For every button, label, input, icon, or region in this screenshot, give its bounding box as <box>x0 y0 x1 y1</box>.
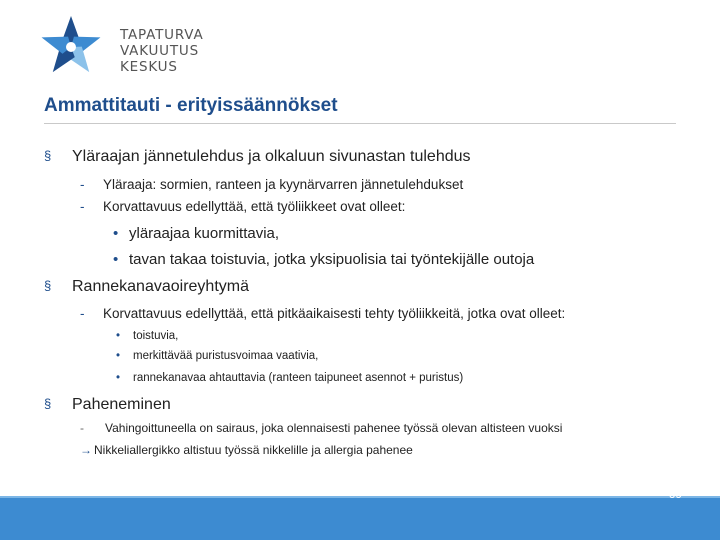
square-bullet-icon: § <box>44 148 52 163</box>
bullet-text: Rannekanavaoireyhtymä <box>72 278 249 295</box>
logo-text <box>120 27 203 75</box>
dot-bullet-icon: • <box>116 350 121 362</box>
bullet-item-2 <box>44 278 249 296</box>
sub-sub-item-1-2-1 <box>113 225 279 242</box>
dash-bullet-icon: - <box>80 421 84 435</box>
logo-line-3: KESKUS <box>120 59 178 75</box>
sub-sub-item-text: yläraajaa kuormittavia, <box>129 225 280 242</box>
square-bullet-icon: § <box>44 278 52 293</box>
square-bullet-icon: § <box>44 396 52 411</box>
tvk-logo-icon <box>38 14 104 80</box>
sub-sub-item-2-1-1 <box>116 330 178 342</box>
logo-line-1: TAPATURVA <box>120 27 204 43</box>
sub-item-2-1 <box>80 306 565 321</box>
bullet-text: Paheneminen <box>72 396 171 413</box>
dash-bullet-icon: - <box>80 199 85 214</box>
sub-sub-item-text: merkittävää puristusvoimaa vaativia, <box>133 350 319 362</box>
dash-bullet-icon: - <box>80 306 85 321</box>
sub-item-3-2 <box>80 443 413 457</box>
slide-title: Ammattitauti - erityissäännökset <box>44 95 338 116</box>
sub-sub-item-2-1-3 <box>116 372 463 384</box>
sub-item-text: Korvattavuus edellyttää, että pitkäaikaisesti tehty työliikkeitä, jotka ovat olleet: <box>103 306 566 321</box>
sub-sub-item-1-2-2 <box>113 251 534 268</box>
logo-line-2: VAKUUTUS <box>120 43 199 59</box>
arrow-right-icon: → <box>80 443 92 457</box>
dot-bullet-icon: • <box>113 225 119 242</box>
sub-item-text: Yläraaja: sormien, ranteen ja kyynärvarren jännetulehdukset <box>103 177 464 192</box>
dot-bullet-icon: • <box>116 330 121 342</box>
dash-bullet-icon: - <box>80 177 85 192</box>
page-number: 69 <box>668 487 682 501</box>
dot-bullet-icon: • <box>116 372 121 384</box>
sub-item-text: Nikkeliallergikko altistuu työssä nikkelille ja allergia pahenee <box>94 443 413 457</box>
footer-url[interactable]: www.tvk.fi <box>335 487 385 499</box>
bullet-item-1 <box>44 148 471 166</box>
sub-item-3-1 <box>80 421 562 435</box>
sub-item-text: Vahingoittuneella on sairaus, joka olennaisesti pahenee työssä olevan altisteen vuoksi <box>105 421 563 435</box>
sub-sub-item-text: toistuvia, <box>133 330 179 342</box>
bullet-text: Yläraajan jännetulehdus ja olkaluun sivunastan tulehdus <box>72 148 471 165</box>
sub-sub-item-text: tavan takaa toistuvia, jotka yksipuolisia tai työntekijälle outoja <box>129 251 535 268</box>
sub-sub-item-text: rannekanavaa ahtauttavia (ranteen taipuneet asennot + puristus) <box>133 372 464 384</box>
footer-bar <box>0 496 720 540</box>
sub-item-text: Korvattavuus edellyttää, että työliikkeet ovat olleet: <box>103 199 406 214</box>
title-divider <box>44 123 676 124</box>
sub-sub-item-2-1-2 <box>116 350 318 362</box>
bullet-item-3 <box>44 396 171 414</box>
sub-item-1-1 <box>80 177 463 192</box>
sub-item-1-2 <box>80 199 405 214</box>
dot-bullet-icon: • <box>113 251 119 268</box>
